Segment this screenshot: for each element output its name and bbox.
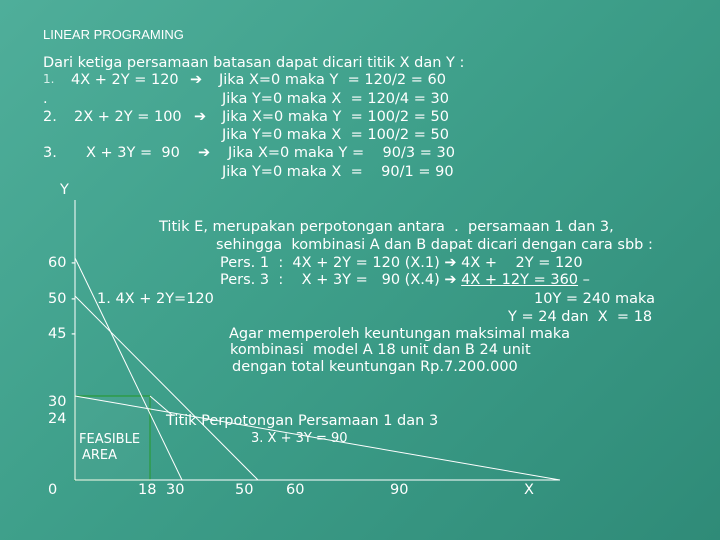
explanation-line-6: Y = 24 dan X = 18 [508, 309, 653, 325]
eq3-result-y0: Jika Y=0 maka X = 90/1 = 90 [222, 164, 454, 180]
arrow-icon: ➔ [194, 109, 207, 125]
intro-text: Dari ketiga persamaan batasan dapat dicari titik X dan Y : [43, 55, 465, 71]
line-1-label: 1. 4X + 2Y=120 [97, 291, 214, 307]
eq1-number: 1. [43, 72, 55, 86]
eq2-result-y0: Jika Y=0 maka X = 100/2 = 50 [222, 127, 449, 143]
arrow-icon: ➔ [444, 272, 457, 288]
y-tick-24: 24 [48, 411, 67, 427]
y-tick-50: 50 - [48, 291, 77, 307]
eq2-result-x0: Jika X=0 maka Y = 100/2 = 50 [222, 109, 449, 125]
explanation-line-1: Titik E, merupakan perpotongan antara . persamaan 1 dan 3, [159, 219, 614, 235]
x-axis-label: X [524, 482, 534, 498]
x-tick-60: 60 [286, 482, 305, 498]
explanation-line-2: sehingga kombinasi A dan B dapat dicari dengan cara sbb : [216, 237, 653, 253]
y-axis-label: Y [60, 182, 69, 198]
y-tick-60: 60 - [48, 255, 77, 271]
explanation-line-7: Agar memperoleh keuntungan maksimal maka [229, 326, 570, 342]
arrow-icon: ➔ [190, 72, 203, 88]
explanation-line-8: kombinasi model A 18 unit dan B 24 unit [230, 342, 531, 358]
y-tick-45: 45 - [48, 326, 77, 342]
explanation-line-4: Pers. 3 : X + 3Y = 90 (X.4) ➔ 4X + 12Y = 360 – [220, 272, 590, 288]
x-tick-50: 50 [235, 482, 254, 498]
page-title: LINEAR PROGRAMING [43, 27, 184, 42]
explanation-line-5: 10Y = 240 maka [534, 291, 655, 307]
eq1-result-y0: Jika Y=0 maka X = 120/4 = 30 [222, 91, 449, 107]
arrow-icon: ➔ [444, 255, 457, 271]
eq2-lhs: 2X + 2Y = 100 [74, 109, 182, 125]
eq1-result-x0: Jika X=0 maka Y = 120/2 = 60 [219, 72, 446, 88]
x-tick-18: 18 [138, 482, 157, 498]
eq3-result-x0: Jika X=0 maka Y = 90/3 = 30 [228, 145, 455, 161]
explanation-line-9: dengan total keuntungan Rp.7.200.000 [232, 359, 518, 375]
x-tick-30: 30 [166, 482, 185, 498]
x-tick-90: 90 [390, 482, 409, 498]
y-tick-0: 0 [48, 482, 58, 498]
feasible-label-1: FEASIBLE [79, 432, 141, 447]
intersect-equation: 3. X + 3Y = 90 [251, 431, 348, 446]
arrow-icon: ➔ [198, 145, 211, 161]
eq3-number: 3. [43, 145, 57, 161]
y-tick-30: 30 [48, 394, 67, 410]
intersect-title: Titik Perpotongan Persamaan 1 dan 3 [166, 413, 439, 429]
stray-dot: . [43, 91, 48, 107]
explanation-line-3: Pers. 1 : 4X + 2Y = 120 (X.1) ➔ 4X + 2Y = 120 [220, 255, 583, 271]
eq2-number: 2. [43, 109, 57, 125]
eq3-lhs: X + 3Y = 90 [86, 145, 180, 161]
feasible-label-2: AREA [82, 448, 118, 463]
eq1-lhs: 4X + 2Y = 120 [71, 72, 179, 88]
